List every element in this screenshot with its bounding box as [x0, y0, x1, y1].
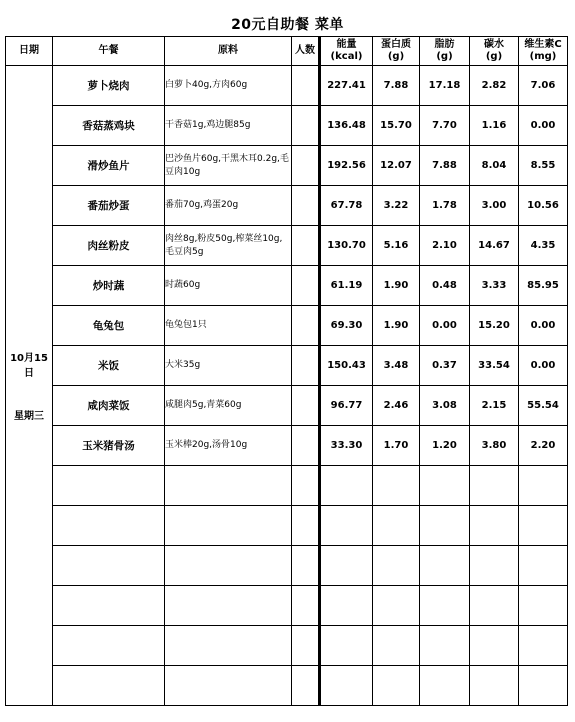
people-count	[292, 266, 320, 306]
people-count	[292, 106, 320, 146]
carbs-value: 15.20	[470, 306, 519, 346]
menu-row	[6, 226, 568, 266]
empty-cell	[519, 586, 568, 626]
protein-value: 7.88	[373, 66, 420, 106]
fat-value: 17.18	[420, 66, 470, 106]
energy-value: 96.77	[320, 386, 373, 426]
energy-value: 33.30	[320, 426, 373, 466]
dish-ingredients: 玉米棒20g,汤骨10g	[165, 426, 292, 466]
fat-value: 7.70	[420, 106, 470, 146]
empty-cell	[320, 666, 373, 706]
menu-table	[5, 36, 568, 706]
empty-cell	[420, 546, 470, 586]
vitc-value: 85.95	[519, 266, 568, 306]
menu-row	[6, 386, 568, 426]
empty-cell	[53, 626, 165, 666]
empty-cell	[320, 506, 373, 546]
empty-cell	[519, 506, 568, 546]
protein-value: 1.90	[373, 266, 420, 306]
protein-value: 3.48	[373, 346, 420, 386]
empty-cell	[165, 586, 292, 626]
dish-name: 咸肉菜饭	[53, 386, 165, 426]
header-vitc: 维生素C (mg)	[519, 37, 568, 66]
dish-ingredients: 大米35g	[165, 346, 292, 386]
empty-cell	[420, 466, 470, 506]
fat-value: 0.37	[420, 346, 470, 386]
dish-name: 龟兔包	[53, 306, 165, 346]
menu-row	[6, 186, 568, 226]
people-count	[292, 146, 320, 186]
carbs-value: 8.04	[470, 146, 519, 186]
dish-name: 滑炒鱼片	[53, 146, 165, 186]
protein-value: 1.90	[373, 306, 420, 346]
vitc-value: 0.00	[519, 106, 568, 146]
people-count	[292, 226, 320, 266]
dish-name: 炒时蔬	[53, 266, 165, 306]
empty-cell	[373, 506, 420, 546]
empty-cell	[519, 626, 568, 666]
energy-value: 192.56	[320, 146, 373, 186]
header-protein: 蛋白质 (g)	[373, 37, 420, 66]
empty-row	[6, 666, 568, 706]
empty-cell	[292, 666, 320, 706]
vitc-value: 8.55	[519, 146, 568, 186]
date-cell	[6, 66, 53, 706]
dish-ingredients: 肉丝8g,粉皮50g,榨菜丝10g,毛豆肉5g	[165, 226, 292, 266]
menu-title: 20元自助餐 菜单	[231, 17, 344, 33]
empty-row	[6, 546, 568, 586]
empty-cell	[470, 466, 519, 506]
header-energy: 能量 (kcal)	[320, 37, 373, 66]
empty-cell	[165, 546, 292, 586]
protein-value: 12.07	[373, 146, 420, 186]
fat-value: 7.88	[420, 146, 470, 186]
empty-cell	[470, 546, 519, 586]
carbs-value: 2.15	[470, 386, 519, 426]
empty-cell	[53, 506, 165, 546]
energy-value: 136.48	[320, 106, 373, 146]
empty-row	[6, 506, 568, 546]
empty-cell	[470, 506, 519, 546]
header-row	[6, 37, 568, 66]
empty-cell	[373, 626, 420, 666]
empty-cell	[165, 666, 292, 706]
fat-value: 0.48	[420, 266, 470, 306]
empty-cell	[320, 546, 373, 586]
carbs-value: 3.33	[470, 266, 519, 306]
empty-cell	[292, 506, 320, 546]
people-count	[292, 426, 320, 466]
fat-value: 1.78	[420, 186, 470, 226]
empty-cell	[320, 626, 373, 666]
energy-value: 150.43	[320, 346, 373, 386]
people-count	[292, 306, 320, 346]
empty-cell	[373, 466, 420, 506]
empty-cell	[519, 466, 568, 506]
empty-cell	[165, 626, 292, 666]
menu-row	[6, 266, 568, 306]
energy-value: 130.70	[320, 226, 373, 266]
energy-value: 61.19	[320, 266, 373, 306]
empty-cell	[53, 466, 165, 506]
empty-cell	[53, 586, 165, 626]
header-people: 人数	[292, 37, 320, 66]
vitc-value: 4.35	[519, 226, 568, 266]
empty-cell	[420, 626, 470, 666]
carbs-value: 14.67	[470, 226, 519, 266]
menu-row	[6, 426, 568, 466]
empty-cell	[420, 586, 470, 626]
dish-name: 香菇蒸鸡块	[53, 106, 165, 146]
fat-value: 3.08	[420, 386, 470, 426]
empty-cell	[519, 546, 568, 586]
empty-cell	[373, 666, 420, 706]
energy-value: 227.41	[320, 66, 373, 106]
carbs-value: 1.16	[470, 106, 519, 146]
header-fat: 脂肪 (g)	[420, 37, 470, 66]
empty-cell	[165, 466, 292, 506]
date-day: 10月15日	[10, 353, 48, 379]
header-dish: 午餐	[53, 37, 165, 66]
dish-name: 番茄炒蛋	[53, 186, 165, 226]
vitc-value: 2.20	[519, 426, 568, 466]
carbs-value: 3.80	[470, 426, 519, 466]
fat-value: 2.10	[420, 226, 470, 266]
people-count	[292, 386, 320, 426]
people-count	[292, 186, 320, 226]
menu-row	[6, 66, 568, 106]
fat-value: 1.20	[420, 426, 470, 466]
empty-cell	[292, 586, 320, 626]
empty-cell	[373, 586, 420, 626]
protein-value: 1.70	[373, 426, 420, 466]
dish-name: 肉丝粉皮	[53, 226, 165, 266]
empty-cell	[292, 626, 320, 666]
header-date: 日期	[6, 37, 53, 66]
energy-value: 67.78	[320, 186, 373, 226]
dish-ingredients: 干香菇1g,鸡边腿85g	[165, 106, 292, 146]
empty-cell	[470, 666, 519, 706]
empty-cell	[53, 546, 165, 586]
vitc-value: 0.00	[519, 306, 568, 346]
dish-ingredients: 龟兔包1只	[165, 306, 292, 346]
menu-row	[6, 346, 568, 386]
empty-cell	[320, 586, 373, 626]
vitc-value: 10.56	[519, 186, 568, 226]
empty-cell	[320, 466, 373, 506]
protein-value: 3.22	[373, 186, 420, 226]
empty-cell	[420, 506, 470, 546]
empty-cell	[53, 666, 165, 706]
vitc-value: 7.06	[519, 66, 568, 106]
empty-cell	[470, 586, 519, 626]
vitc-value: 0.00	[519, 346, 568, 386]
carbs-value: 2.82	[470, 66, 519, 106]
protein-value: 5.16	[373, 226, 420, 266]
people-count	[292, 346, 320, 386]
empty-row	[6, 586, 568, 626]
empty-row	[6, 466, 568, 506]
carbs-value: 33.54	[470, 346, 519, 386]
empty-cell	[519, 666, 568, 706]
energy-value: 69.30	[320, 306, 373, 346]
header-ingredients: 原料	[165, 37, 292, 66]
protein-value: 2.46	[373, 386, 420, 426]
dish-ingredients: 时蔬60g	[165, 266, 292, 306]
empty-cell	[165, 506, 292, 546]
vitc-value: 55.54	[519, 386, 568, 426]
empty-cell	[292, 546, 320, 586]
empty-cell	[420, 666, 470, 706]
dish-ingredients: 巴沙鱼片60g,干黑木耳0.2g,毛豆肉10g	[165, 146, 292, 186]
empty-row	[6, 626, 568, 666]
empty-cell	[292, 466, 320, 506]
protein-value: 15.70	[373, 106, 420, 146]
menu-row	[6, 306, 568, 346]
empty-cell	[470, 626, 519, 666]
dish-name: 米饭	[53, 346, 165, 386]
carbs-value: 3.00	[470, 186, 519, 226]
dish-ingredients: 番茄70g,鸡蛋20g	[165, 186, 292, 226]
header-carbs: 碳水 (g)	[470, 37, 519, 66]
menu-row	[6, 146, 568, 186]
fat-value: 0.00	[420, 306, 470, 346]
menu-row	[6, 106, 568, 146]
dish-ingredients: 咸腿肉5g,青菜60g	[165, 386, 292, 426]
people-count	[292, 66, 320, 106]
dish-name: 玉米猪骨汤	[53, 426, 165, 466]
empty-cell	[373, 546, 420, 586]
date-weekday: 星期三	[14, 411, 44, 422]
dish-name: 萝卜烧肉	[53, 66, 165, 106]
dish-ingredients: 白萝卜40g,方肉60g	[165, 66, 292, 106]
